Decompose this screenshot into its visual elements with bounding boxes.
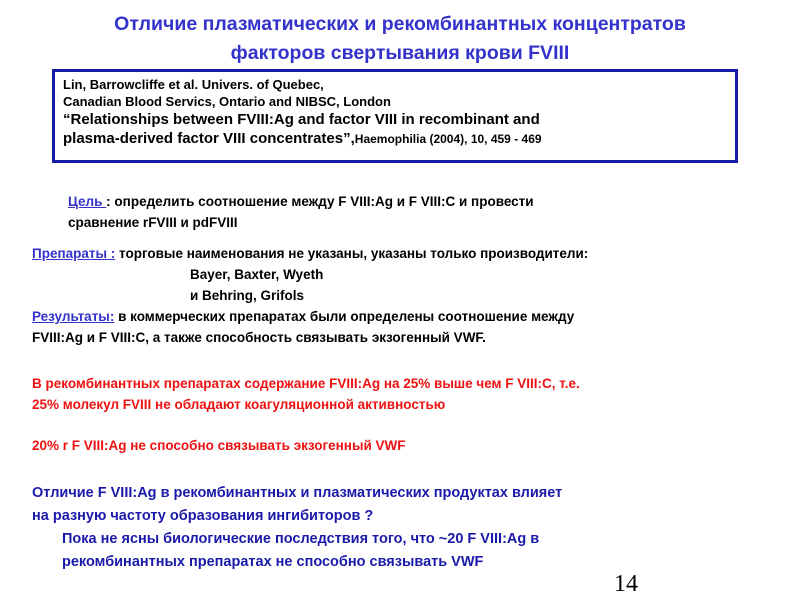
producers-line-1: Bayer, Baxter, Wyeth xyxy=(190,267,324,282)
preparations-text: торговые наименования не указаны, указаны только производители: xyxy=(115,246,589,261)
reference-institutions: Canadian Blood Servics, Ontario and NIBSC, London xyxy=(63,94,391,109)
reference-article-line-1: “Relationships between FVIII:Ag and factor VIII in recombinant and xyxy=(63,111,540,128)
results-label: Результаты: xyxy=(32,309,115,324)
reference-box xyxy=(52,69,738,163)
title-line-2: факторов свертывания крови FVIII xyxy=(230,42,570,64)
results-text: в коммерческих препаратах были определены соотношение между xyxy=(114,309,575,324)
goal-text: : определить соотношение между F VIII:Ag и F VIII:C и провести xyxy=(106,194,534,209)
question-line-4: рекомбинантных препаратах не способно связывать VWF xyxy=(62,554,484,570)
finding-1 xyxy=(32,373,580,415)
producers-line-2: и Behring, Grifols xyxy=(190,288,305,303)
reference-article-line-2 xyxy=(63,129,727,149)
question-line-2: на разную частоту образования ингибиторов ? xyxy=(32,508,374,524)
results-block xyxy=(32,306,574,348)
finding-1-line-1: В рекомбинантных препаратах содержание FVIII:Ag на 25% выше чем F VIII:C, т.е. xyxy=(32,376,580,391)
goal-label: Цель xyxy=(68,194,107,209)
preparations-label: Препараты : xyxy=(32,246,116,261)
reference-article-title-end: plasma-derived factor VIII concentrates”, xyxy=(63,130,355,147)
goal-block xyxy=(68,191,534,233)
results-text-line-2: FVIII:Ag и F VIII:C, а также способность связывать экзогенный VWF. xyxy=(32,330,486,345)
question-line-3: Пока не ясны биологические последствия того, что ~20 F VIII:Ag в xyxy=(62,531,540,547)
slide-title xyxy=(0,10,800,68)
finding-2: 20% r F VIII:Ag не способно связывать экзогенный VWF xyxy=(32,438,406,453)
page-number: 14 xyxy=(614,571,638,597)
question-block xyxy=(32,482,772,574)
finding-1-line-2: 25% молекул FVIII не обладают коагуляционной активностью xyxy=(32,397,446,412)
preparations-block xyxy=(32,243,588,306)
reference-authors: Lin, Barrowcliffe et al. Univers. of Quebec, xyxy=(63,77,324,92)
goal-text-line-2: сравнение rFVIII и pdFVIII xyxy=(68,215,238,230)
reference-journal: Haemophilia (2004), 10, 459 - 469 xyxy=(354,132,542,146)
title-line-1: Отличие плазматических и рекомбинантных концентратов xyxy=(114,13,686,35)
question-line-1: Отличие F VIII:Ag в рекомбинантных и плазматических продуктах влияет xyxy=(32,485,563,501)
